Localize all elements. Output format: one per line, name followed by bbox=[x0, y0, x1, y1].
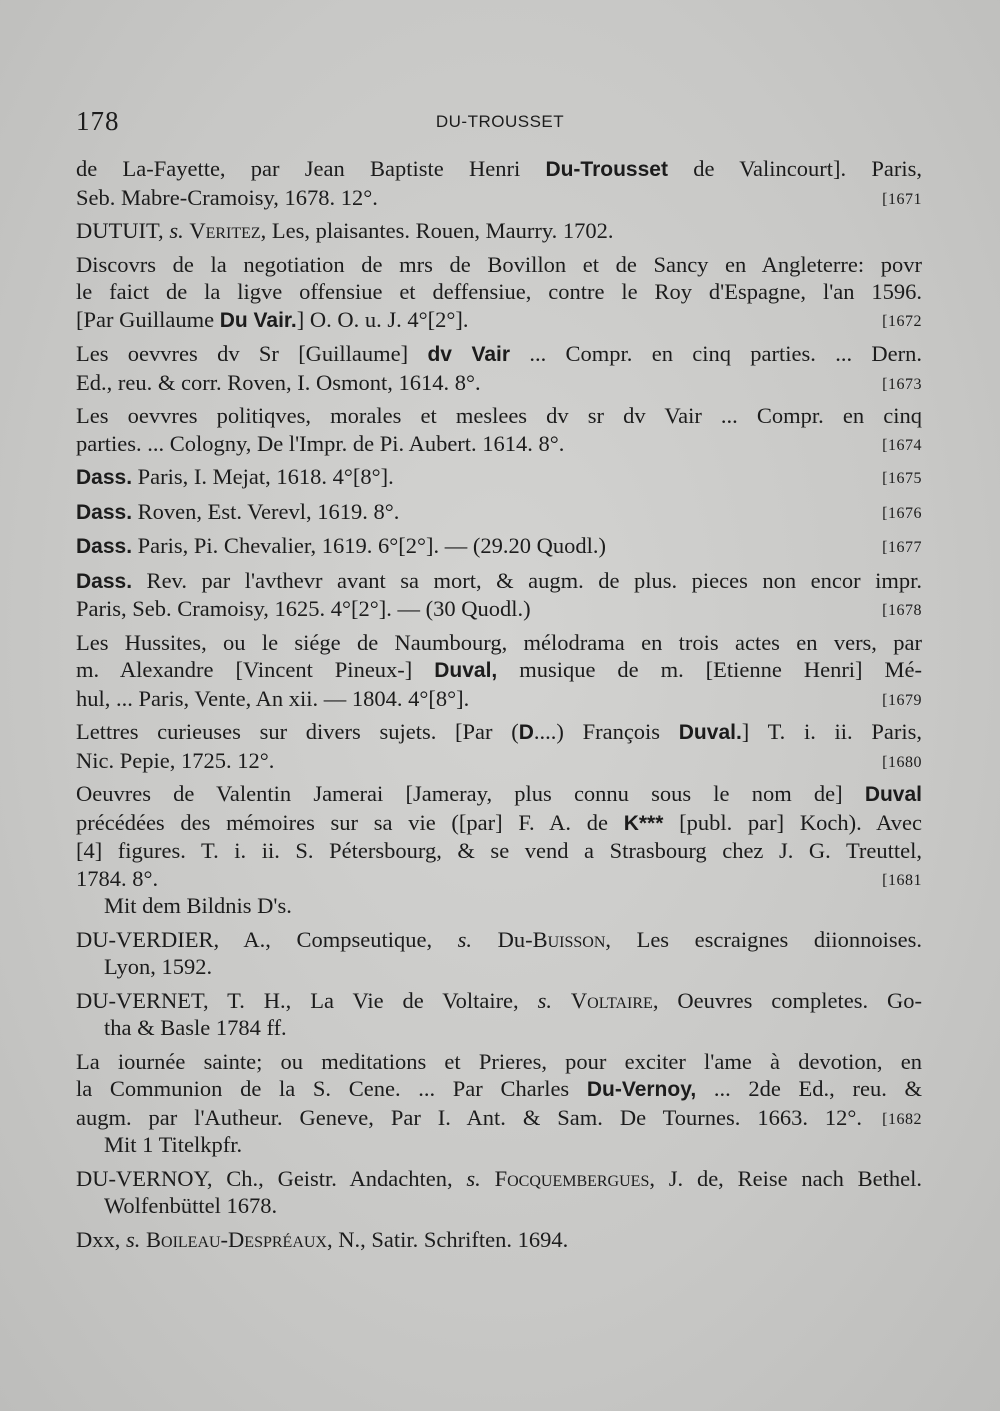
entry-text: de La-Fayette, par Jean Baptiste Henri bbox=[76, 156, 546, 181]
entry-line bbox=[76, 780, 922, 809]
entry-number: [1675 bbox=[882, 470, 922, 487]
entry-line bbox=[76, 369, 922, 397]
entry-line bbox=[76, 155, 922, 184]
entry-line bbox=[76, 532, 922, 561]
catalog-entry bbox=[76, 498, 922, 527]
entry-text: Paris, Seb. Cramoisy, 1625. 4°[2°]. — (30 Quodl.) bbox=[76, 596, 531, 621]
catalog-entry bbox=[76, 780, 922, 920]
entry-text: musique de m. [Etienne Henri] Mé- bbox=[497, 657, 922, 682]
entry-text: K*** bbox=[623, 811, 664, 835]
catalog-entry bbox=[76, 926, 922, 981]
entry-line bbox=[76, 306, 922, 335]
catalog-entry bbox=[76, 629, 922, 713]
entry-text: Les oevvres dv Sr [Guillaume] bbox=[76, 341, 428, 366]
entry-line bbox=[76, 685, 922, 713]
entry-text: Veritez bbox=[189, 218, 261, 243]
entry-text: Seb. Mabre-Cramoisy, 1678. 12°. bbox=[76, 184, 378, 210]
entry-line bbox=[76, 747, 922, 775]
catalog-entry bbox=[76, 718, 922, 774]
entry-number: [1676 bbox=[882, 504, 922, 522]
entry-line bbox=[76, 430, 922, 458]
entry-line bbox=[76, 567, 922, 596]
entry-text: Dxx, bbox=[76, 1226, 126, 1252]
catalog-entry bbox=[76, 1226, 922, 1254]
entry-text: Boileau-Despréaux bbox=[146, 1226, 327, 1252]
entry-number: [1679 bbox=[882, 691, 922, 709]
entry-number: [1673 bbox=[882, 375, 922, 393]
page-number: 178 bbox=[76, 106, 120, 136]
entry-line bbox=[76, 837, 922, 865]
entry-number: [1677 bbox=[882, 539, 922, 556]
entry-text: s. bbox=[466, 1165, 481, 1191]
entry-text: Roven, Est. Verevl, 1619. 8°. bbox=[132, 498, 400, 524]
entry-number: [1672 bbox=[882, 312, 922, 330]
entry-line bbox=[76, 278, 922, 306]
entry-text: Duval, bbox=[434, 659, 498, 682]
catalog-entries bbox=[76, 155, 922, 1259]
entry-text: de Valincourt]. Paris, bbox=[667, 156, 922, 181]
entry-line bbox=[76, 340, 922, 369]
entry-text: augm. par l'Autheur. Geneve, Par I. Ant. & Sam. De Tournes. 1663. 12°. bbox=[76, 1104, 862, 1130]
entry-text: DU-VERNOY, Ch., Geistr. Andachten, bbox=[76, 1165, 467, 1191]
entry-text bbox=[481, 1166, 495, 1191]
entry-line bbox=[76, 498, 922, 527]
entry-line bbox=[76, 217, 922, 245]
entry-text: la Communion de la S. Cene. ... Par Charles bbox=[76, 1076, 587, 1101]
entry-text: Du-Vernoy, bbox=[586, 1078, 697, 1101]
entry-text: ....) François bbox=[533, 719, 679, 744]
entry-line bbox=[76, 1075, 922, 1104]
entry-number: [1678 bbox=[882, 602, 922, 619]
entry-text: ] O. O. u. J. 4°[2°]. bbox=[296, 306, 469, 332]
entry-text: Lyon, 1592. bbox=[104, 954, 213, 979]
entry-text: DU-VERNET, T. H., La Vie de Voltaire, bbox=[76, 987, 538, 1013]
entry-text: s. bbox=[169, 218, 184, 243]
entry-text: Mit dem Bildnis D's. bbox=[104, 893, 292, 918]
entry-text: Ed., reu. & corr. Roven, I. Osmont, 1614. 8°. bbox=[76, 369, 481, 395]
catalog-entry bbox=[76, 251, 922, 335]
entry-text: tha & Basle 1784 ff. bbox=[104, 1015, 287, 1040]
entry-text: ... 2de Ed., reu. & bbox=[696, 1076, 922, 1101]
entry-text: , N., Satir. Schriften. 1694. bbox=[326, 1226, 569, 1252]
entry-text: DUTUIT, bbox=[76, 218, 170, 243]
catalog-entry bbox=[76, 155, 922, 211]
entry-text: [Par Guillaume bbox=[76, 306, 220, 332]
entry-text: Les Hussites, ou le siége de Naumbourg, mélodrama en trois actes en vers, par bbox=[76, 629, 922, 655]
entry-text: , J. de, Reise nach Bethel. bbox=[649, 1165, 923, 1191]
entry-line bbox=[76, 892, 922, 920]
catalog-entry bbox=[76, 217, 922, 245]
entry-text: Rev. par l'avthevr avant sa mort, & augm. de plus. pieces non encor impr. bbox=[132, 567, 922, 593]
catalog-entry bbox=[76, 567, 922, 623]
entry-number: [1680 bbox=[882, 753, 922, 771]
entry-text: 1784. 8°. bbox=[76, 865, 159, 891]
entry-text: Dass. bbox=[76, 569, 133, 593]
entry-text: [4] figures. T. i. ii. S. Pétersbourg, & se vend a Strasbourg chez J. G. Treuttel, bbox=[76, 838, 922, 863]
entry-text: s. bbox=[126, 1226, 141, 1252]
entry-text: dv Vair bbox=[427, 343, 511, 366]
entry-line bbox=[76, 865, 922, 893]
entry-text: hul, ... Paris, Vente, An xii. — 1804. 4°[8°]. bbox=[76, 685, 470, 711]
entry-line bbox=[76, 1226, 922, 1254]
entry-line bbox=[76, 987, 922, 1015]
entry-text: Dass. bbox=[76, 535, 133, 558]
running-head: DU-TROUSSET bbox=[435, 112, 565, 131]
catalog-entry bbox=[76, 987, 922, 1042]
entry-text: Wolfenbüttel 1678. bbox=[104, 1193, 278, 1218]
entry-line bbox=[76, 251, 922, 279]
entry-line bbox=[76, 402, 922, 430]
entry-text: Oeuvres de Valentin Jamerai [Jameray, plus connu sous le nom de] bbox=[76, 781, 865, 806]
entry-text: Lettres curieuses sur divers sujets. [Par ( bbox=[76, 719, 519, 744]
entry-line bbox=[76, 463, 922, 492]
entry-line bbox=[76, 1014, 922, 1042]
entry-text: m. Alexandre [Vincent Pineux-] bbox=[76, 657, 435, 682]
entry-text: ... Compr. en cinq parties. ... Dern. bbox=[510, 341, 922, 366]
entry-line bbox=[76, 629, 922, 657]
entry-text: La iournée sainte; ou meditations et Prieres, pour exciter l'ame à devotion, en bbox=[76, 1048, 922, 1074]
entry-text: Les oevvres politiqves, morales et meslees dv sr dv Vair ... Compr. en cinq bbox=[76, 403, 922, 428]
entry-text: ] T. i. ii. Paris, bbox=[741, 719, 922, 744]
entry-text: Paris, I. Mejat, 1618. 4°[8°]. bbox=[132, 464, 394, 489]
entry-text: s. bbox=[457, 926, 473, 952]
entry-text: Du- bbox=[472, 926, 533, 952]
entry-text: Dass. bbox=[76, 466, 133, 489]
entry-line bbox=[76, 1131, 922, 1159]
entry-text: , Les escraignes diionnoises. bbox=[605, 926, 922, 952]
entry-line bbox=[76, 595, 922, 623]
entry-line bbox=[76, 718, 922, 747]
catalog-entry bbox=[76, 532, 922, 561]
entry-text: le faict de la ligve offensiue et deffensiue, contre le Roy d'Espagne, l'an 1596. bbox=[76, 279, 922, 304]
entry-line bbox=[76, 184, 922, 212]
entry-text: Discovrs de la negotiation de mrs de Bovillon et de Sancy en Angleterre: povr bbox=[76, 251, 922, 277]
entry-line bbox=[76, 1048, 922, 1076]
entry-line bbox=[76, 1192, 922, 1220]
entry-number: [1682 bbox=[882, 1110, 922, 1128]
entry-text: Dass. bbox=[76, 500, 133, 524]
entry-line bbox=[76, 953, 922, 981]
entry-line bbox=[76, 809, 922, 838]
entry-line bbox=[76, 1165, 922, 1193]
entry-line bbox=[76, 926, 922, 954]
entry-text: Mit 1 Titelkpfr. bbox=[104, 1132, 243, 1157]
catalog-entry bbox=[76, 1165, 922, 1220]
catalog-entry bbox=[76, 340, 922, 396]
entry-number: [1671 bbox=[882, 190, 922, 208]
entry-text: , Oeuvres completes. Go- bbox=[652, 987, 923, 1013]
entry-text: DU-VERDIER, A., Compseutique, bbox=[76, 926, 458, 952]
entry-text bbox=[552, 988, 571, 1013]
entry-text: [publ. par] Koch). Avec bbox=[663, 809, 922, 835]
entry-number: [1681 bbox=[882, 871, 922, 889]
entry-text: Paris, Pi. Chevalier, 1619. 6°[2°]. — (29.20 Quodl.) bbox=[132, 533, 606, 558]
entry-text: Nic. Pepie, 1725. 12°. bbox=[76, 747, 275, 773]
entry-text: parties. ... Cologny, De l'Impr. de Pi. Aubert. 1614. 8°. bbox=[76, 430, 565, 456]
entry-text: , Les, plaisantes. Rouen, Maurry. 1702. bbox=[260, 218, 614, 243]
entry-text: D bbox=[518, 721, 534, 744]
entry-text: Focquembergues bbox=[494, 1165, 650, 1191]
entry-text: Du Vair. bbox=[219, 308, 297, 332]
catalog-entry bbox=[76, 1048, 922, 1159]
entry-text: précédées des mémoires sur sa vie ([par] F. A. de bbox=[76, 809, 624, 835]
entry-text: Du-Trousset bbox=[545, 158, 668, 181]
entry-line bbox=[76, 656, 922, 685]
catalog-entry bbox=[76, 402, 922, 457]
entry-text: Buisson bbox=[532, 926, 606, 952]
entry-text: s. bbox=[537, 987, 552, 1013]
entry-line bbox=[76, 1104, 922, 1132]
catalog-entry bbox=[76, 463, 922, 492]
entry-text: Voltaire bbox=[570, 987, 653, 1013]
entry-text: Duval. bbox=[678, 721, 742, 744]
entry-text: Duval bbox=[864, 783, 922, 806]
entry-number: [1674 bbox=[882, 436, 922, 454]
